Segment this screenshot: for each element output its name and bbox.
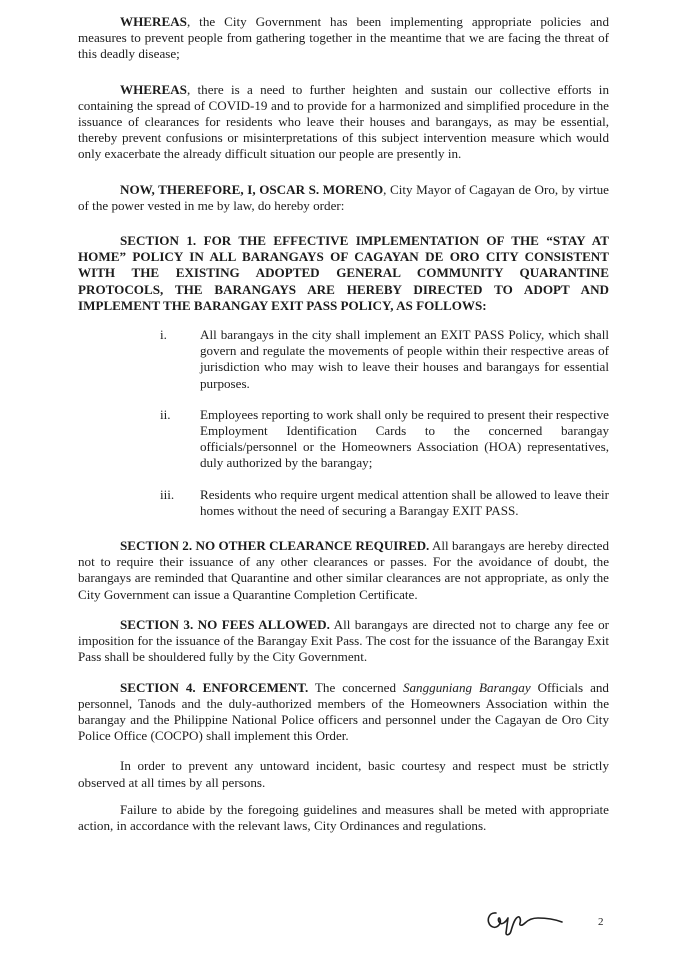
list-item-text: All barangays in the city shall implement an EXIT PASS Policy, which shall govern and regulate the movements of people within their respective areas of jurisdiction who may wish to leave their houses and barangays for essential purposes.	[200, 327, 609, 391]
section-3-paragraph	[78, 617, 609, 666]
section-2-heading: SECTION 2. NO OTHER CLEARANCE REQUIRED.	[120, 538, 430, 554]
section-2-text: All barangays are hereby directed not to require their issuance of any other clearances or passes. For the avoidance of doubt, the barangays are reminded that Quarantine and other similar clearances are not appropriate, as only the City Government can issue a Quarantine Completion Certificate.	[78, 538, 610, 602]
section-4-paragraph	[78, 680, 609, 745]
whereas-text: , the City Government has been implementing appropriate policies and measures to prevent people from gathering together in the meantime that we are facing the threat of this deadly disease;	[78, 14, 609, 62]
list-item	[78, 407, 609, 472]
list-item-number: i.	[160, 327, 167, 343]
list-item-number: ii.	[160, 406, 171, 422]
closing-paragraph-2: Failure to abide by the foregoing guidelines and measures shall be meted with appropriate action, in accordance with the relevant laws, City Ordinances and regulations.	[78, 801, 609, 833]
signature-icon	[482, 904, 572, 938]
section-1-list	[78, 327, 609, 519]
section-3-heading: SECTION 3. NO FEES ALLOWED.	[120, 616, 330, 632]
section-4-text-before: The concerned	[308, 679, 403, 695]
list-item-text: Residents who require urgent medical attention shall be allowed to leave their homes without the need of securing a Barangay EXIT PASS.	[200, 486, 609, 518]
whereas-lead: WHEREAS	[120, 14, 187, 29]
whereas-paragraph-2	[78, 82, 609, 163]
section-2-paragraph	[78, 538, 609, 603]
section-4-text-after: Officials and personnel, Tanods and the duly-authorized members of the Homeowners Association within the barangay and the Philippine National Police officers and personnel under the Cagayan de Oro City Police Office (COCPO) shall implement this Order.	[78, 679, 609, 744]
page-footer	[0, 902, 679, 942]
page-number: 2	[598, 916, 604, 928]
section-1-heading: SECTION 1. FOR THE EFFECTIVE IMPLEMENTATION OF THE “STAY AT HOME” POLICY IN ALL BARANGAYS OF CAGAYAN DE ORO CITY CONSISTENT WITH THE EXISTING ADOPTED GENERAL COMMUNITY QUARANTINE PROTOCOLS, THE BARANGAYS ARE HEREBY DIRECTED TO ADOPT AND IMPLEMENT THE BARANGAY EXIT PASS POLICY, AS FOLLOWS:	[78, 233, 609, 313]
list-item-text: Employees reporting to work shall only be required to present their respective Employment Identification Cards to the concerned barangay officials/personnel or the Homeowners Association (HOA) representatives, duly authorized by the barangay;	[200, 406, 609, 471]
whereas-lead: WHEREAS	[120, 81, 187, 97]
closing-paragraph-1: In order to prevent any untoward incident, basic courtesy and respect must be strictly observed at all times by all persons.	[78, 758, 609, 790]
list-item	[78, 487, 609, 519]
section-3-text: All barangays are directed not to charge any fee or imposition for the issuance of the Barangay Exit Pass. The cost for the issuance of the Barangay Exit Pass shall be shouldered fully by the City Government.	[78, 616, 609, 665]
section-4-heading: SECTION 4. ENFORCEMENT.	[120, 679, 309, 695]
order-lead: NOW, THEREFORE, I, OSCAR S. MORENO	[120, 181, 384, 197]
order-text: , City Mayor of Cagayan de Oro, by virtue of the power vested in me by law, do hereby order:	[78, 181, 609, 213]
whereas-text: , there is a need to further heighten and sustain our collective efforts in containing the spread of COVID-19 and to provide for a harmonized and simplified procedure in the issuance of clearances for residents who leave their houses and barangays, as may be essential, thereby prevent confusions or misinterpretations of this subject intervention measure which would only exacerbate the already difficult situation our people are presently in.	[78, 81, 609, 162]
order-paragraph	[78, 182, 609, 214]
section-4-italic-term: Sangguniang Barangay	[402, 679, 531, 695]
list-item	[78, 327, 609, 392]
whereas-paragraph-1	[78, 14, 609, 63]
list-item-number: iii.	[160, 486, 175, 502]
